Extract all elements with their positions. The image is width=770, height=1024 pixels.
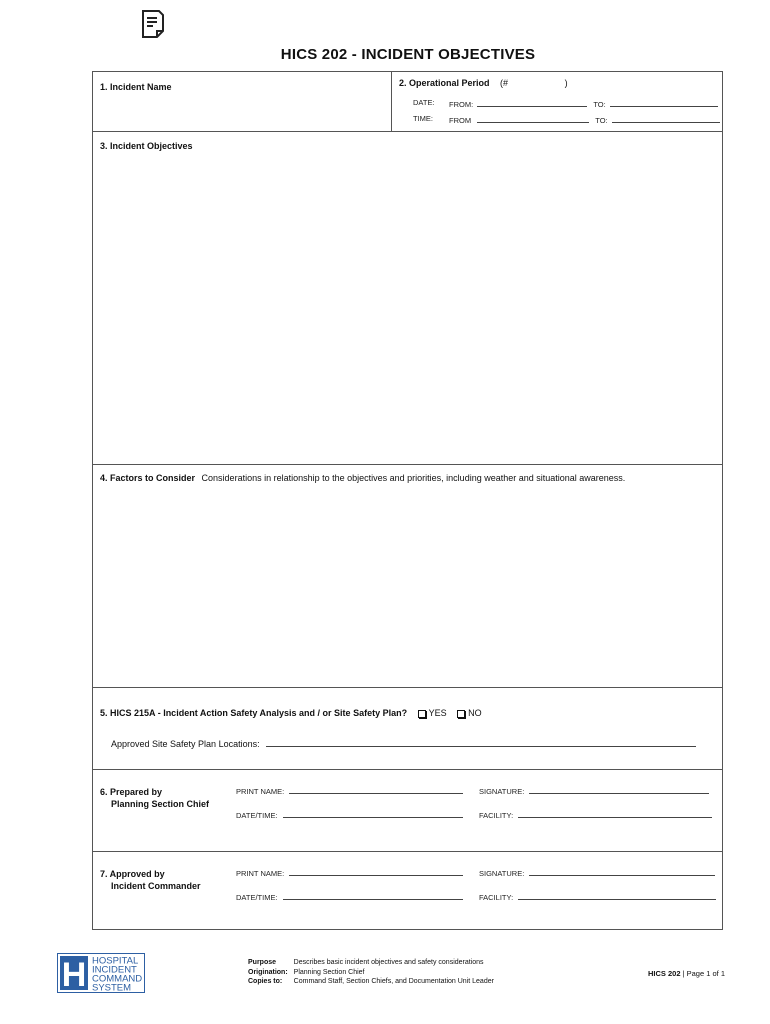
purpose-value: Describes basic incident objectives and safety considerations [293, 959, 484, 966]
prepared-facility: FACILITY: [479, 809, 712, 820]
factors-label: 4. Factors to Consider Considerations in relationship to the objectives and priorities, including weather and situational awareness. [100, 473, 626, 483]
no-checkbox[interactable] [457, 710, 465, 718]
prepared-print-name: PRINT NAME: [236, 785, 463, 796]
op-time-from: FROM TO: [449, 114, 720, 125]
op-time-label: TIME: [413, 114, 433, 123]
safety-question: 5. HICS 215A - Incident Action Safety Analysis and / or Site Safety Plan? YES NO [100, 708, 482, 718]
no-label: NO [468, 708, 482, 718]
op-date-from-field[interactable] [477, 98, 587, 107]
site-safety-locations-field[interactable] [266, 738, 696, 747]
factors-field[interactable] [98, 489, 716, 681]
approved-date-time-field[interactable] [283, 891, 463, 900]
section-header-row [93, 72, 722, 132]
section-safety [93, 688, 722, 770]
op-time-to-field[interactable] [612, 114, 720, 123]
approved-facility-field[interactable] [518, 891, 716, 900]
approved-signature: SIGNATURE: [479, 867, 715, 878]
footer-info [248, 958, 500, 987]
svg-text:SYSTEM: SYSTEM [92, 982, 132, 993]
approved-print-name: PRINT NAME: [236, 867, 463, 878]
svg-text:HOSPITAL: HOSPITAL [92, 955, 139, 967]
origination-value: Planning Section Chief [293, 968, 365, 976]
hics-logo [57, 953, 145, 998]
approved-signature-field[interactable] [529, 867, 715, 876]
approved-date-time: DATE/TIME: [236, 891, 463, 902]
op-date-to-field[interactable] [610, 98, 718, 107]
form-frame [92, 71, 723, 930]
prepared-signature: SIGNATURE: [479, 785, 709, 796]
prepared-label: 6. Prepared by Planning Section Chief [100, 787, 210, 809]
section-prepared [93, 770, 722, 852]
prepared-date-time: DATE/TIME: [236, 809, 463, 820]
section-approved [93, 852, 722, 930]
origination-label: Origination: [248, 968, 288, 976]
objectives-field[interactable] [98, 156, 716, 458]
approved-label: 7. Approved by Incident Commander [100, 869, 201, 891]
operational-period-label: 2. Operational Period (# ) [399, 78, 568, 88]
prepared-signature-field[interactable] [529, 785, 709, 794]
site-safety-locations: Approved Site Safety Plan Locations: [111, 738, 696, 749]
copies-label: Copies to: [248, 978, 283, 985]
op-date-label: DATE: [413, 98, 435, 107]
approved-print-name-field[interactable] [289, 867, 463, 876]
prepared-print-name-field[interactable] [289, 785, 463, 794]
form-title: HICS 202 - INCIDENT OBJECTIVES [280, 46, 536, 63]
factors-description: Considerations in relationship to the objectives and priorities, including weather and situational awareness. [201, 473, 626, 483]
section-objectives [93, 132, 722, 465]
approved-facility: FACILITY: [479, 891, 716, 902]
incident-name-label: 1. Incident Name [100, 82, 172, 92]
yes-label: YES [428, 708, 447, 718]
svg-text:H: H [61, 956, 87, 993]
document-icon [141, 10, 165, 38]
prepared-date-time-field[interactable] [283, 809, 463, 818]
svg-text:INCIDENT: INCIDENT [92, 964, 137, 976]
copies-value: Command Staff, Section Chiefs, and Documentation Unit Leader [293, 978, 494, 985]
yes-checkbox[interactable] [418, 710, 426, 718]
objectives-label: 3. Incident Objectives [100, 141, 193, 151]
prepared-facility-field[interactable] [518, 809, 712, 818]
page-number: HICS 202 | Page 1 of 1 [647, 969, 725, 978]
op-time-from-field[interactable] [477, 114, 589, 123]
section-factors [93, 465, 722, 688]
purpose-label: Purpose [248, 959, 277, 966]
op-date-from: FROM: TO: [449, 98, 718, 109]
svg-text:COMMAND: COMMAND [92, 973, 143, 985]
incident-name-field[interactable] [98, 96, 386, 128]
